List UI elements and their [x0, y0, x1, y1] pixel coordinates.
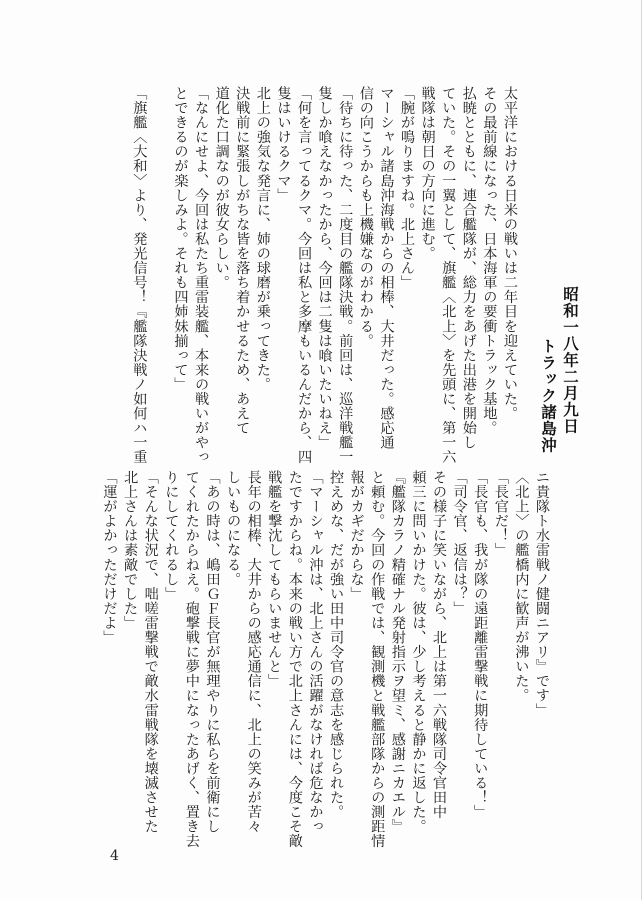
text-column: ニ貴隊ト水雷戦ノ健闘ニアリ』です」: [534, 470, 550, 718]
text-column: 「なんにせよ、今回は私たち重雷装艦、本来の戦いがやっ: [193, 86, 210, 465]
text-column: 道化た口調なのが彼女らしい。: [213, 86, 230, 290]
text-column: 戦隊は朝日の方向に進む。: [419, 86, 436, 261]
text-column: その様子に笑いながら、北上は第一六戦隊司令官田中: [431, 470, 448, 820]
chapter-location-heading: トラック諸島沖: [539, 338, 558, 454]
text-column: 「旗艦〈大和〉より、発光信号！『艦隊決戦ノ如何ハ一重: [131, 86, 148, 465]
text-column: 長年の相棒、大井からの感応通信に、北上の笑みが苦々: [245, 470, 262, 834]
text-column: ていた。その一翼として、旗艦〈北上〉を先頭に、第一六: [440, 86, 457, 465]
text-column: 払暁とともに、連合艦隊が、総力をあげた出港を開始し: [460, 86, 477, 450]
text-column: 「長官だ！」: [492, 470, 509, 558]
lower-text-block: [101, 470, 552, 849]
text-column: 決戦前に緊張しがちな皆を落ち着かせるため、あえて: [234, 86, 251, 436]
text-column: 「運がよかっただけだよ」: [101, 470, 118, 645]
text-column: りにしてくれるし」: [163, 470, 180, 601]
chapter-date-heading: 昭和一八年二月九日: [561, 286, 580, 435]
text-column: 「長官も、我が隊の遠距離雷撃戦に期待している！」: [472, 470, 489, 820]
text-column: 太平洋における日米の戦いは二年目を迎えていた。: [502, 86, 518, 421]
text-column: 戦艦を撃沈してもらいませんと」: [266, 470, 283, 689]
text-column: たですからね。本来の戦い方で北上さんには、今度こそ敵: [286, 470, 303, 849]
text-column: 北上の強気な発言に、姉の球磨が乗ってきた。: [254, 86, 271, 392]
text-column: しいものになる。: [225, 470, 242, 587]
text-column: てくれたからねえ。砲撃戦に夢中になったあげく、置き去: [183, 470, 200, 849]
text-column: その最前線になった、日本海軍の要衝トラック基地。: [481, 86, 498, 436]
text-column: 頼三に問いかけた。彼は、少し考えると静かに返した。: [410, 470, 427, 834]
text-column: 「待ちに待った、二度目の艦隊決戦。前回は、巡洋戦艦一: [337, 86, 354, 465]
text-column: 「何を言ってるクマ。今回は私と多摩もいるんだから、四: [296, 86, 313, 465]
text-column: 「マーシャル沖は、北上さんの活躍がなければ危なかっ: [307, 470, 324, 834]
text-column: 『艦隊カラノ精確ナル発射指示ヲ望ミ、感謝ニカエル』: [389, 470, 406, 834]
text-column: 「あの時は、嶋田ＧＦ長官が無理やりに私らを前衛にし: [204, 470, 221, 834]
text-column: 「司令官、返信は？」: [451, 470, 468, 616]
text-column: 「そんな状況で、咄嗟雷撃戦で敵水雷戦隊を壊滅させた: [142, 470, 159, 834]
text-column: 信の向こうからも上機嫌なのがわかる。: [357, 86, 374, 348]
text-column: マーシャル諸島沖海戦からの相棒、大井だった。感応通: [378, 86, 395, 450]
text-column: 〈北上〉の艦橋内に歓声が沸いた。: [513, 470, 530, 703]
text-column: と頼む。今回の作戦では、観測機と戦艦部隊からの測距情: [369, 470, 386, 849]
text-column: とできるのが楽しみよ。それも四姉妹揃って」: [172, 86, 189, 392]
text-column: 北上さんは素敵でした」: [122, 470, 139, 631]
upper-text-block: [120, 86, 520, 465]
page-number: 4: [110, 848, 119, 864]
text-column: 「腕が鳴りますね。北上さん」: [399, 86, 416, 290]
text-column: 報がカギだからな」: [348, 470, 365, 601]
text-column: [149, 86, 170, 436]
text-column: 控えめな、だが強い田中司令官の意志を感じられた。: [328, 470, 345, 820]
text-column: 隻はいけるクマ」: [275, 86, 292, 203]
text-column: 隻しか喰えなかったから、今回は二隻は喰いたいねえ」: [316, 86, 333, 450]
